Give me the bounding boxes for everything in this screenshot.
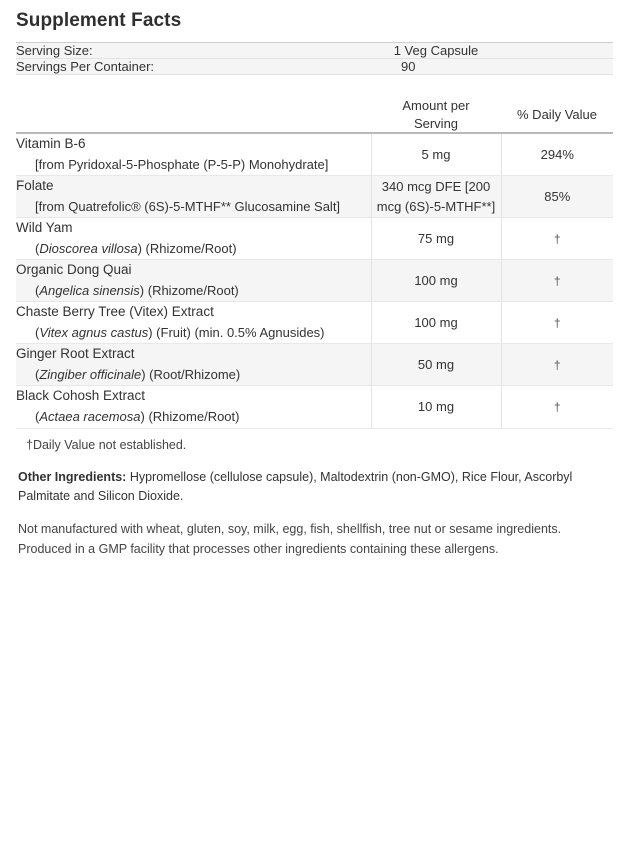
page-title: Supplement Facts xyxy=(16,10,182,31)
nutrition-table xyxy=(16,97,613,429)
daily-value-footnote: †Daily Value not established. xyxy=(26,437,187,452)
nutrient-name-cell xyxy=(16,344,371,386)
spacer-cell xyxy=(501,59,613,75)
nutrient-name: Black Cohosh Extract xyxy=(16,388,146,404)
source-prefix: ( xyxy=(35,325,40,341)
source-suffix: ) (Root/Rhizome) xyxy=(141,367,241,383)
nutrient-daily-value: † xyxy=(501,218,613,260)
amount-col-header-line1: Amount per xyxy=(402,98,470,113)
nutrient-name: Vitamin B-6 xyxy=(16,136,86,152)
source-prefix: ( xyxy=(35,367,40,383)
serving-size-value: 1 Veg Capsule xyxy=(393,43,479,58)
nutrient-name-cell xyxy=(16,218,371,260)
nutrient-source xyxy=(16,239,371,259)
table-row xyxy=(16,218,613,260)
nutrient-name: Organic Dong Quai xyxy=(16,262,132,278)
nutrient-name: Ginger Root Extract xyxy=(16,346,135,362)
latin-name: Vitex agnus castus xyxy=(39,325,149,341)
nutrient-name-cell xyxy=(16,260,371,302)
latin-name: Actaea racemosa xyxy=(39,409,141,425)
nutrient-source xyxy=(16,407,371,427)
nutrient-daily-value: 85% xyxy=(501,176,613,218)
serving-size-label: Serving Size: xyxy=(16,43,93,58)
table-row xyxy=(16,134,613,176)
nutrient-amount: 50 mg xyxy=(371,344,501,386)
source-prefix: ( xyxy=(35,283,40,299)
nutrient-name-cell xyxy=(16,176,371,218)
nutrient-source: [from Quatrefolic® (6S)-5-MTHF** Glucosamine Salt] xyxy=(35,199,341,215)
nutrient-daily-value: † xyxy=(501,344,613,386)
table-row xyxy=(16,176,613,218)
table-row xyxy=(16,59,613,75)
nutrient-amount: 340 mcg DFE [200 mcg (6S)-5-MTHF**] xyxy=(371,176,501,218)
nutrient-daily-value: † xyxy=(501,260,613,302)
nutrient-source xyxy=(16,365,371,385)
nutrient-col-header xyxy=(16,97,371,133)
daily-value-col-header: % Daily Value xyxy=(517,106,597,122)
nutrient-name-cell xyxy=(16,386,371,428)
table-row xyxy=(16,43,613,59)
source-prefix: ( xyxy=(35,241,40,257)
source-prefix: ( xyxy=(35,409,40,425)
spacer-cell xyxy=(501,43,613,59)
nutrient-daily-value: † xyxy=(501,302,613,344)
nutrient-source xyxy=(16,323,371,343)
nutrient-daily-value: 294% xyxy=(501,134,613,176)
serving-info-table xyxy=(16,42,613,75)
table-row xyxy=(16,344,613,386)
nutrient-amount: 100 mg xyxy=(371,302,501,344)
source-suffix: ) (Rhizome/Root) xyxy=(140,409,240,425)
table-header-row xyxy=(16,97,613,133)
nutrient-name-cell xyxy=(16,134,371,176)
nutrient-name-cell xyxy=(16,302,371,344)
allergen-statement: Not manufactured with wheat, gluten, soy, milk, egg, fish, shellfish, tree nut or sesame ingredients. Produced in a GMP facility that processes other ingredients containing these allergens. xyxy=(18,522,562,556)
nutrient-amount: 5 mg xyxy=(371,134,501,176)
amount-col-header xyxy=(371,97,501,133)
source-suffix: ) (Rhizome/Root) xyxy=(139,283,239,299)
other-ingredients xyxy=(16,452,613,507)
source-suffix: ) (Rhizome/Root) xyxy=(137,241,237,257)
nutrient-amount: 75 mg xyxy=(371,218,501,260)
nutrient-source: [from Pyridoxal-5-Phosphate (P-5-P) Monohydrate] xyxy=(35,157,329,173)
nutrient-name: Chaste Berry Tree (Vitex) Extract xyxy=(16,304,214,320)
nutrient-source xyxy=(16,281,371,301)
nutrient-name: Wild Yam xyxy=(16,220,73,236)
nutrient-amount: 10 mg xyxy=(371,386,501,428)
source-suffix: ) (Fruit) (min. 0.5% Agnusides) xyxy=(148,325,325,341)
other-ingredients-label: Other Ingredients: xyxy=(18,469,127,484)
table-row xyxy=(16,386,613,428)
latin-name: Zingiber officinale xyxy=(39,367,142,383)
latin-name: Dioscorea villosa xyxy=(39,241,138,257)
nutrient-daily-value: † xyxy=(501,386,613,428)
table-row xyxy=(16,302,613,344)
other-ingredients-text: Hypromellose (cellulose capsule), Maltodextrin (non-GMO), Rice Flour, Ascorbyl Palmitate and Silicon Dioxide. xyxy=(18,469,573,503)
servings-per-container-value: 90 xyxy=(401,59,416,74)
table-row xyxy=(16,260,613,302)
servings-per-container-label: Servings Per Container: xyxy=(16,59,155,74)
amount-col-header-line2: Serving xyxy=(413,115,459,131)
nutrient-name: Folate xyxy=(16,178,54,194)
nutrient-amount: 100 mg xyxy=(371,260,501,302)
latin-name: Angelica sinensis xyxy=(39,283,140,299)
